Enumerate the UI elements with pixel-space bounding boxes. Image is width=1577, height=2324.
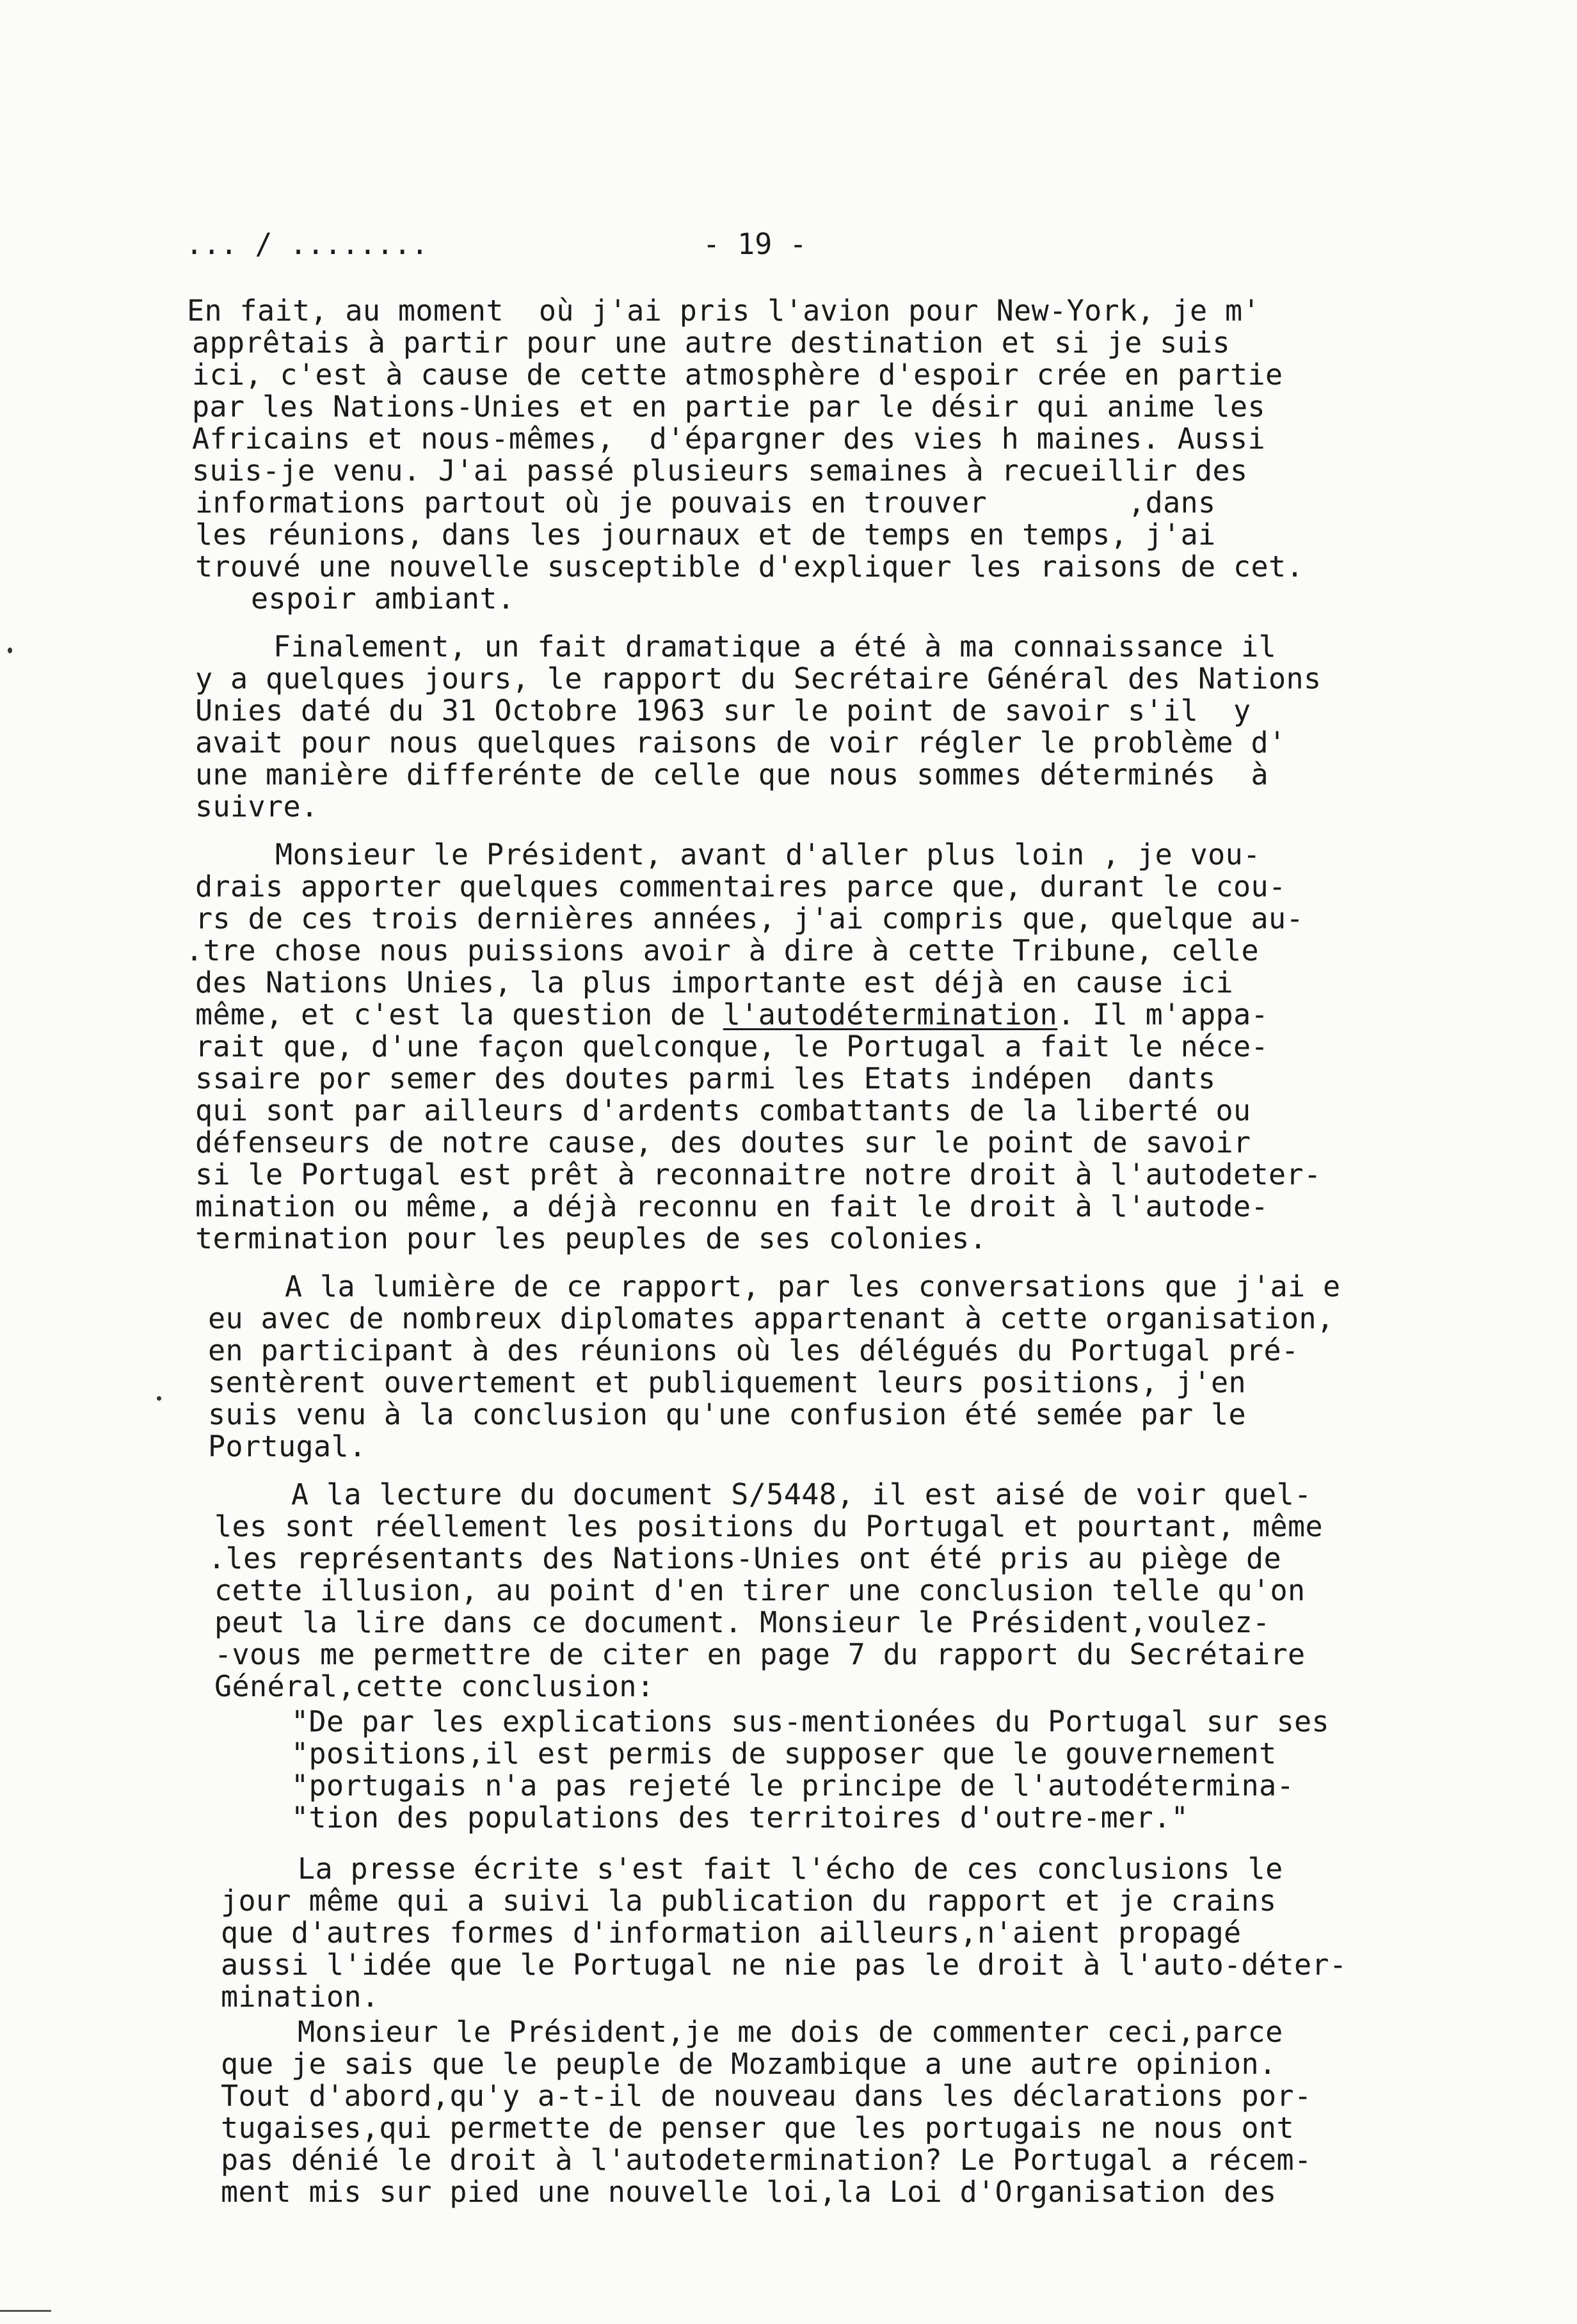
scan-speck: [8, 648, 12, 653]
page-header: [186, 225, 1466, 264]
text-line: Portugal.: [208, 1429, 367, 1463]
text-line: Tout d'abord,qu'y a-t-il de nouveau dans les déclarations por-: [221, 2079, 1312, 2113]
text-line: rs de ces trois dernières années, j'ai compris que, quelque au-: [195, 902, 1304, 935]
quote-line: "positions,il est permis de supposer que le gouvernement: [291, 1737, 1277, 1771]
text-line: Finalement, un fait dramatique a été à ma connaissance il: [273, 630, 1277, 664]
text-line: aussi l'idée que le Portugal ne nie pas le droit à l'auto-déter-: [221, 1948, 1347, 1982]
text-line: En fait, au moment où j'ai pris l'avion pour New-York, je m': [187, 294, 1261, 328]
text-line: A la lumière de ce rapport, par les conversations que j'ai e: [285, 1269, 1341, 1303]
text-line: .les représentants des Nations-Unies ont été pris au piège de: [208, 1541, 1282, 1575]
text-line: jour même qui a suivi la publication du rapport et je crains: [221, 1884, 1277, 1918]
text-line: apprêtais à partir pour une autre destination et si je suis: [192, 326, 1231, 360]
text-line: trouvé une nouvelle susceptible d'expliquer les raisons de cet.: [195, 550, 1304, 584]
text-line: Africains et nous-mêmes, d'épargner des vies h maines. Aussi: [192, 422, 1266, 456]
text-line: que d'autres formes d'information ailleurs,n'aient propagé: [221, 1916, 1242, 1950]
text-line: ici, c'est à cause de cette atmosphère d'espoir crée en partie: [192, 358, 1283, 392]
text-line: défenseurs de notre cause, des doutes sur le point de savoir: [195, 1126, 1251, 1159]
text-line: Général,cette conclusion:: [214, 1669, 655, 1703]
text-line: cette illusion, au point d'en tirer une conclusion telle qu'on: [214, 1573, 1306, 1607]
text-line-start: même, et c'est la question de: [195, 998, 723, 1031]
text-line: suivre.: [195, 790, 319, 824]
text-line: drais apporter quelques commentaires parce que, durant le cou-: [195, 870, 1286, 903]
text-line: peut la lire dans ce document. Monsieur le Président,voulez-: [214, 1605, 1270, 1639]
text-line: que je sais que le peuple de Mozambique a une autre opinion.: [221, 2047, 1277, 2081]
text-line: A la lecture du document S/5448, il est aisé de voir quel-: [291, 1477, 1312, 1511]
text-line: rait que, d'une façon quelconque, le Portugal a fait le néce-: [195, 1030, 1269, 1063]
quote-line: "portugais n'a pas rejeté le principe de l'autodétermina-: [291, 1769, 1295, 1803]
text-line: mination.: [221, 1980, 380, 2014]
text-line: pas dénié le droit à l'autodetermination? Le Portugal a récem-: [221, 2143, 1312, 2177]
text-line: La presse écrite s'est fait l'écho de ces conclusions le: [298, 1852, 1283, 1886]
text-line: ment mis sur pied une nouvelle loi,la Loi d'Organisation des: [221, 2175, 1277, 2209]
text-line: qui sont par ailleurs d'ardents combattants de la liberté ou: [195, 1094, 1251, 1127]
text-line: avait pour nous quelques raisons de voir régler le problème d': [195, 726, 1286, 760]
text-line: ssaire por semer des doutes parmi les Etats indépen dants: [195, 1062, 1216, 1095]
text-line: si le Portugal est prêt à reconnaitre notre droit à l'autodeter-: [195, 1158, 1322, 1191]
text-line-end: . Il m'appa-: [1057, 998, 1269, 1031]
text-line: suis-je venu. J'ai passé plusieurs semaines à recueillir des: [192, 454, 1248, 488]
text-line: mination ou même, a déjà reconnu en fait le droit à l'autode-: [195, 1190, 1269, 1223]
text-line: Unies daté du 31 Octobre 1963 sur le point de savoir s'il y: [195, 694, 1251, 728]
text-line: les sont réellement les positions du Portugal et pourtant, même: [214, 1509, 1324, 1543]
text-line: les réunions, dans les journaux et de temps en temps, j'ai: [195, 518, 1216, 552]
text-line: des Nations Unies, la plus importante est déjà en cause ici: [195, 966, 1234, 999]
text-line: eu avec de nombreux diplomates appartenant à cette organisation,: [208, 1301, 1334, 1335]
text-line: Monsieur le Président,je me dois de commenter ceci,parce: [298, 2015, 1283, 2049]
text-line: tugaises,qui permette de penser que les portugais ne nous ont: [221, 2111, 1295, 2145]
text-line: par les Nations-Unies et en partie par le désir qui anime les: [192, 390, 1266, 424]
text-line: suis venu à la conclusion qu'une confusion été semée par le: [208, 1397, 1247, 1431]
page-number: - 19 -: [703, 227, 807, 261]
text-line: une manière differénte de celle que nous sommes déterminés à: [195, 758, 1269, 792]
text-line: y a quelques jours, le rapport du Secrétaire Général des Nations: [195, 662, 1322, 696]
text-line: [195, 998, 1269, 1031]
quote-line: "tion des populations des territoires d'outre-mer.": [291, 1801, 1189, 1835]
text-line: .tre chose nous puissions avoir à dire à cette Tribune, celle: [186, 934, 1260, 967]
quote-line: "De par les explications sus-mentionées du Portugal sur ses: [291, 1705, 1330, 1739]
text-line: informations partout où je pouvais en trouver ,dans: [195, 486, 1216, 520]
text-line: en participant à des réunions où les délégués du Portugal pré-: [208, 1333, 1299, 1367]
scan-edge-mark: [0, 2310, 51, 2312]
text-line: espoir ambiant.: [251, 582, 515, 616]
text-line: -vous me permettre de citer en page 7 du rapport du Secrétaire: [214, 1637, 1306, 1671]
text-line: sentèrent ouvertement et publiquement leurs positions, j'en: [208, 1365, 1247, 1399]
underlined-term: l'autodétermination: [723, 998, 1058, 1031]
text-line: termination pour les peuples de ses colonies.: [195, 1222, 988, 1255]
text-line: Monsieur le Président, avant d'aller plus loin , je vou-: [275, 838, 1261, 872]
scan-speck: [157, 1396, 161, 1401]
header-continuation-mark: ... / ........: [186, 227, 429, 261]
